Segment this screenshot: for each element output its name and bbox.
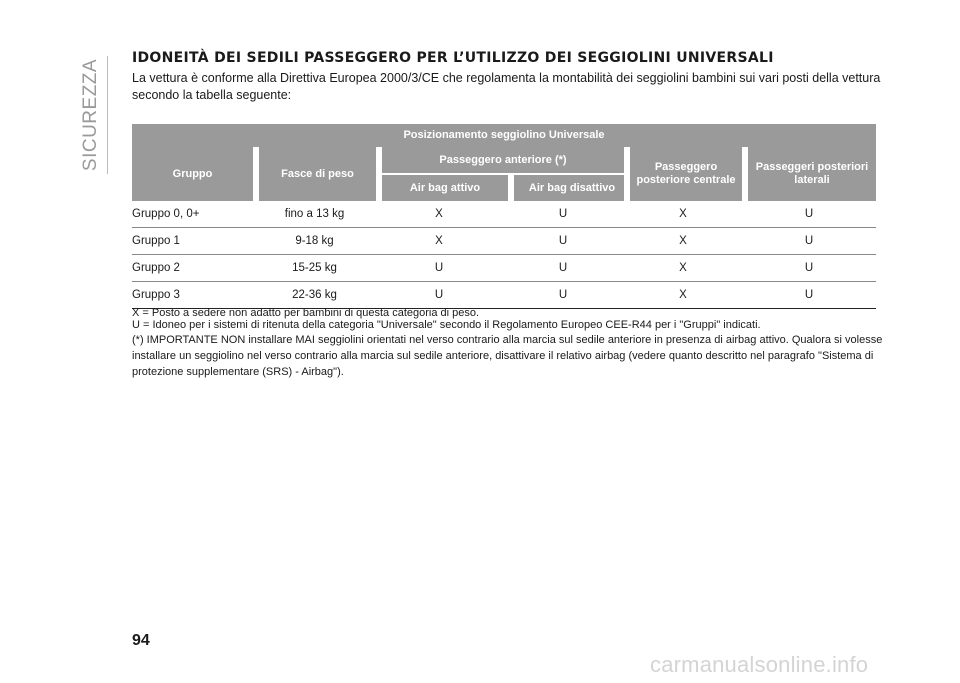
- header-passeggero-anteriore: [376, 147, 624, 201]
- table-cell: 9-18 kg: [295, 235, 334, 247]
- intro-paragraph: La vettura è conforme alla Direttiva Europea 2000/3/CE che regolamenta la montabilità dei seggiolini bambini sui vari posti della vettura secondo la tabella seguente:: [132, 71, 881, 102]
- table-cell: U: [558, 235, 568, 247]
- table-cell: 22-36 kg: [292, 289, 337, 301]
- table-cell: X: [435, 208, 443, 220]
- header-airbag-attivo: Air bag attivo: [409, 181, 481, 194]
- section-tab-label: SICUREZZA: [80, 58, 101, 172]
- table-cell: Gruppo 0, 0+: [132, 208, 200, 220]
- table-row: [132, 255, 876, 282]
- table-cell: U: [804, 235, 814, 247]
- table-cell: Gruppo 1: [132, 235, 180, 247]
- table-cell: X: [679, 208, 687, 220]
- watermark: carmanualsonline.info: [650, 652, 869, 677]
- table-row: [132, 201, 876, 228]
- table-cell: fino a 13 kg: [284, 208, 345, 220]
- table-cell: U: [434, 262, 444, 274]
- table-top-header: Posizionamento seggiolino Universale: [132, 124, 876, 147]
- table-row: [132, 228, 876, 255]
- table-cell: U: [558, 262, 568, 274]
- table-cell: Gruppo 3: [132, 289, 180, 301]
- table-cell: Gruppo 2: [132, 262, 180, 274]
- note-u: U = Idoneo per i sistemi di ritenuta della categoria "Universale" secondo il Regolamento Europeo CEE-R44 per i "Gruppi" indicati.: [132, 318, 761, 331]
- note-x: X = Posto a sedere non adatto per bambini di questa categoria di peso.: [132, 307, 480, 319]
- table-notes: [132, 308, 892, 380]
- table-cell: U: [804, 208, 814, 220]
- section-tab: [74, 56, 108, 174]
- table-cell: U: [804, 262, 814, 274]
- header-gruppo: Gruppo: [132, 147, 253, 201]
- header-airbag-disattivo: Air bag disattivo: [508, 175, 630, 201]
- header-posteriore-centrale: Passeggero posteriore centrale: [624, 147, 742, 201]
- table-cell: X: [435, 235, 443, 247]
- table-cell: U: [558, 289, 568, 301]
- note-important: (*) IMPORTANTE NON installare MAI seggiolini orientati nel verso contrario alla marcia sul sedile anteriore in presenza di airbag attivo. Qualora si volesse installare un seggiolino nel verso contrario alla marcia sul sedile anteriore, disattivare il relativo airbag (vedere quanto descritto nel paragrafo "Sistema di protezione supplementare (SRS) - Airbag").: [132, 334, 883, 378]
- table-cell: U: [558, 208, 568, 220]
- page-title: IDONEITÀ DEI SEDILI PASSEGGERO PER L’UTILIZZO DEI SEGGIOLINI UNIVERSALI: [132, 50, 774, 66]
- table-cell: U: [434, 289, 444, 301]
- table-body: [132, 201, 876, 309]
- seat-suitability-table: [132, 124, 876, 309]
- header-posteriori-laterali: Passeggeri posteriori laterali: [742, 147, 876, 201]
- table-header-row: [132, 147, 876, 201]
- table-cell: U: [804, 289, 814, 301]
- header-anteriore-label: Passeggero anteriore (*): [382, 147, 624, 175]
- table-cell: X: [679, 235, 687, 247]
- table-cell: X: [679, 262, 687, 274]
- table-cell: 15-25 kg: [292, 262, 337, 274]
- page-number: 94: [132, 632, 150, 649]
- section-divider: [107, 56, 108, 174]
- table-cell: X: [679, 289, 687, 301]
- header-fasce-peso: Fasce di peso: [253, 147, 376, 201]
- table-row: [132, 282, 876, 309]
